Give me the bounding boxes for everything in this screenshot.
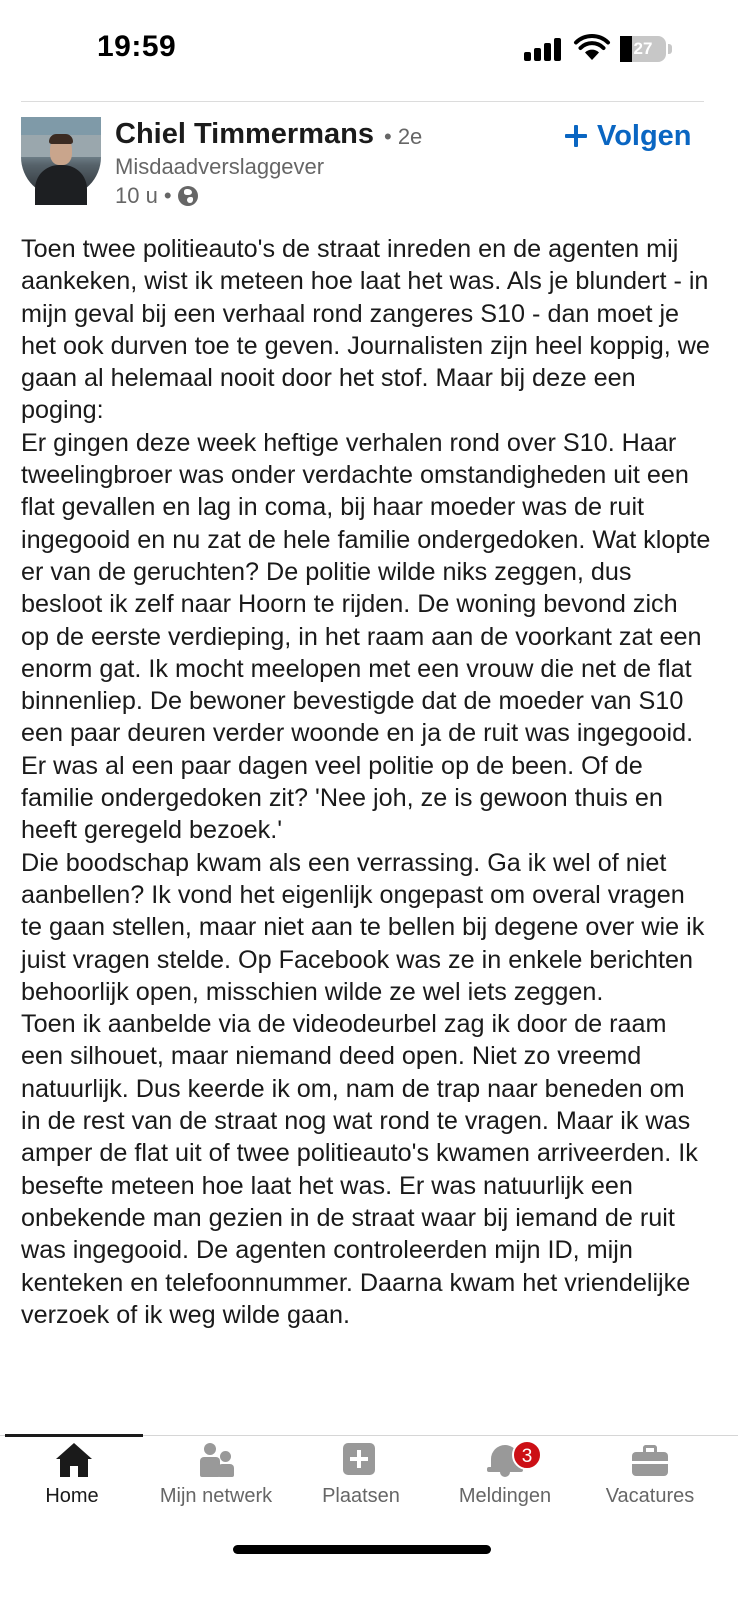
follow-label: Volgen xyxy=(597,119,692,152)
nav-item-jobs[interactable] xyxy=(580,1437,720,1527)
avatar[interactable] xyxy=(21,117,101,197)
post-paragraph: Er gingen deze week heftige verhalen rond over S10. Haar tweelingbroer was onder verdachte omstandigheden uit een flat gevallen en lag in coma, bij haar moeder was de ruit ingegooid en nu zat de hele familie ondergedoken. Wat klopte er van de geruchten? De politie wilde niks zeggen, dus besloot ik zelf naar Hoorn te rijden. De woning bevond zich op de eerste verdieping, in het raam aan de voorkant zat een enorm gat. Ik mocht meelopen met een vrouw die net de flat binnenliep. De bewoner bevestigde dat de moeder van S10 een paar deuren verder woonde en ja de ruit was ingegooid. Er was al een paar dagen veel politie op de been. Of de familie ondergedoken zit? 'Nee joh, ze is gewoon thuis en heeft geregeld bezoek.' xyxy=(21,428,718,845)
author-headline: Misdaadverslaggever xyxy=(115,154,325,179)
follow-button[interactable] xyxy=(565,118,692,154)
nav-label: Meldingen xyxy=(458,1485,552,1507)
meta-separator: • xyxy=(163,183,172,208)
nav-item-home[interactable] xyxy=(2,1437,142,1527)
nav-label: Home xyxy=(45,1485,99,1507)
post-time: 10 u xyxy=(115,183,158,208)
nav-label: Vacatures xyxy=(605,1485,695,1507)
author-name[interactable]: Chiel Timmermans xyxy=(115,118,374,150)
connection-degree: • 2e xyxy=(384,124,423,149)
home-icon xyxy=(56,1443,92,1477)
battery-percent: 27 xyxy=(633,39,653,58)
briefcase-icon xyxy=(632,1443,668,1477)
divider xyxy=(21,101,704,102)
post-body xyxy=(21,233,718,1433)
nav-item-post[interactable] xyxy=(291,1437,431,1527)
nav-label: Mijn netwerk xyxy=(159,1485,273,1507)
home-indicator xyxy=(233,1545,491,1554)
network-icon xyxy=(198,1443,234,1477)
post-meta xyxy=(115,183,198,209)
wifi-icon xyxy=(574,34,610,62)
nav-label: Plaatsen xyxy=(322,1485,400,1507)
globe-icon xyxy=(178,186,198,206)
plus-square-icon xyxy=(343,1443,375,1475)
plus-icon xyxy=(565,125,587,147)
post-paragraph: Toen ik aanbelde via de videodeurbel zag ik door de raam een silhouet, maar niemand deed open. Niet zo vreemd natuurlijk. Dus keerde ik om, nam de trap naar beneden om in de rest van de straat nog wat rond te vragen. Maar ik was amper de flat uit of twee politieauto's kwamen arriveerden. Ik besefte meteen hoe laat het was. Er was natuurlijk een onbekende man gezien in de straat waar bij iemand de ruit was ingegooid. De agenten controleerden mijn ID, mijn kenteken en telefoonnummer. Daarna kwam het vriendelijke verzoek of ik weg wilde gaan. xyxy=(21,1010,705,1329)
notification-badge: 3 xyxy=(512,1440,542,1470)
nav-item-notifications[interactable] xyxy=(435,1437,575,1527)
post-paragraph: Toen twee politieauto's de straat inreden en de agenten mij aankeken, wist ik meteen hoe laat het was. Als je blundert - in mijn geval bij een verhaal rond zangeres S10 - dan moet je het ook durven toe te geven. Journalisten zijn heel koppig, we gaan al helemaal nooit door het stof. Maar bij deze een poging: xyxy=(21,235,717,425)
nav-item-network[interactable] xyxy=(146,1437,286,1527)
signal-icon xyxy=(524,37,562,61)
bottom-nav xyxy=(0,1437,738,1537)
status-time: 19:59 xyxy=(97,30,177,63)
post-paragraph: Die boodschap kwam als een verrassing. Ga ik wel of niet aanbellen? Ik vond het eigenlijk ongepast om overal vragen te gaan stellen, maar niet aan te bellen bij degene over wie ik juist vragen stelde. Op Facebook was ze in enkele berichten behoorlijk open, misschien wilde ze wel iets zeggen. xyxy=(21,848,712,1006)
status-bar xyxy=(0,0,738,100)
battery-icon xyxy=(620,36,672,62)
